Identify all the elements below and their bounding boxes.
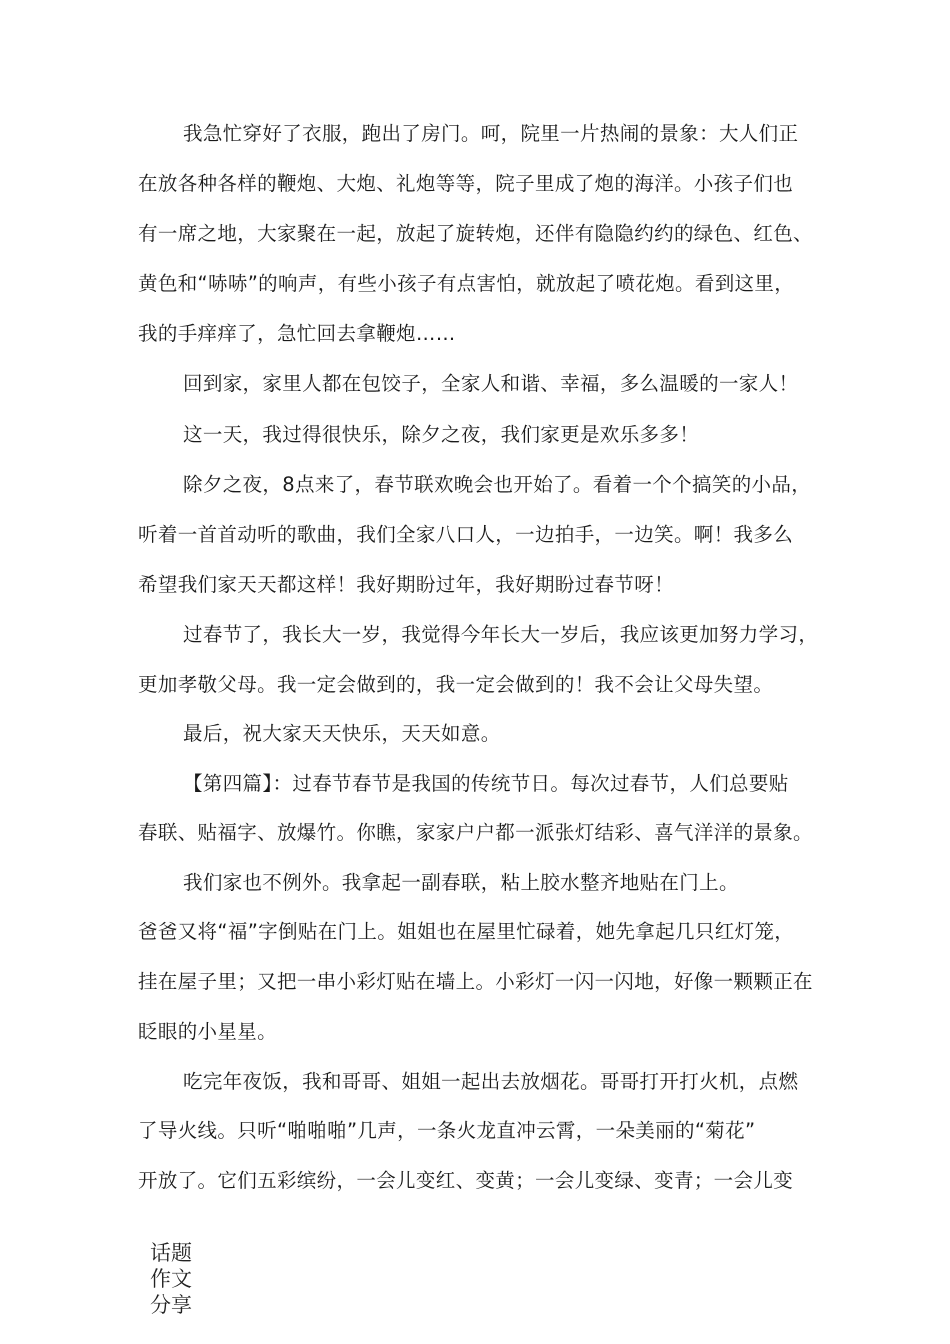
text-line: 黄色和“哧哧”的响声，有些小孩子有点害怕，就放起了喷花炮。看到这里， bbox=[138, 272, 795, 295]
text-line: 我急忙穿好了衣服，跑出了房门。呵，院里一片热闹的景象：大人们正 bbox=[183, 122, 799, 145]
text-line: 更加孝敬父母。我一定会做到的，我一定会做到的！我不会让父母失望。 bbox=[138, 673, 774, 696]
text-line: 除夕之夜，8点来了，春节联欢晚会也开始了。看着一个个搞笑的小品， bbox=[183, 473, 812, 496]
text-line: 了导火线。只听“啪啪啪”几声，一条火龙直冲云霄，一朵美丽的“菊花” bbox=[138, 1119, 756, 1142]
text-line: 春联、贴福字、放爆竹。你瞧，家家户户都一派张灯结彩、喜气洋洋的景象。 bbox=[138, 821, 813, 844]
text-line: 有一席之地，大家聚在一起，放起了旋转炮，还伴有隐隐约约的绿色、红色、 bbox=[138, 222, 813, 245]
text-line: 回到家，家里人都在包饺子，全家人和谐、幸福，多么温暖的一家人！ bbox=[183, 372, 799, 395]
text-line: 眨眼的小星星。 bbox=[138, 1020, 277, 1043]
text-line: 我的手痒痒了，急忙回去拿鞭炮…… bbox=[138, 322, 456, 345]
footer-line: 话题 bbox=[150, 1241, 192, 1265]
text-line: 挂在屋子里；又把一串小彩灯贴在墙上。小彩灯一闪一闪地，好像一颗颗正在 bbox=[138, 970, 813, 993]
text-line: 最后，祝大家天天快乐，天天如意。 bbox=[183, 722, 501, 745]
footer-line: 分享 bbox=[150, 1293, 192, 1317]
text-line: 在放各种各样的鞭炮、大炮、礼炮等等，院子里成了炮的海洋。小孩子们也 bbox=[138, 172, 794, 195]
text-line: 希望我们家天天都这样！我好期盼过年，我好期盼过春节呀！ bbox=[138, 573, 674, 596]
text-line: 我们家也不例外。我拿起一副春联，粘上胶水整齐地贴在门上。 bbox=[183, 871, 739, 894]
text-line: 爸爸又将“福”字倒贴在门上。姐姐也在屋里忙碌着，她先拿起几只红灯笼， bbox=[138, 920, 795, 943]
text-line: 这一天，我过得很快乐，除夕之夜，我们家更是欢乐多多！ bbox=[183, 423, 700, 446]
text-line: 听着一首首动听的歌曲，我们全家八口人，一边拍手，一边笑。啊！我多么 bbox=[138, 523, 794, 546]
text-line: 吃完年夜饭，我和哥哥、姐姐一起出去放烟花。哥哥打开打火机，点燃 bbox=[183, 1070, 799, 1093]
text-line: 过春节了，我长大一岁，我觉得今年长大一岁后，我应该更加努力学习， bbox=[183, 623, 819, 646]
text-line: 开放了。它们五彩缤纷，一会儿变红、变黄；一会儿变绿、变青；一会儿变 bbox=[138, 1169, 794, 1192]
footer-label bbox=[150, 1240, 210, 1318]
footer-line: 作文 bbox=[150, 1267, 192, 1291]
section-heading-line: 【第四篇】：过春节春节是我国的传统节日。每次过春节，人们总要贴 bbox=[183, 772, 789, 795]
